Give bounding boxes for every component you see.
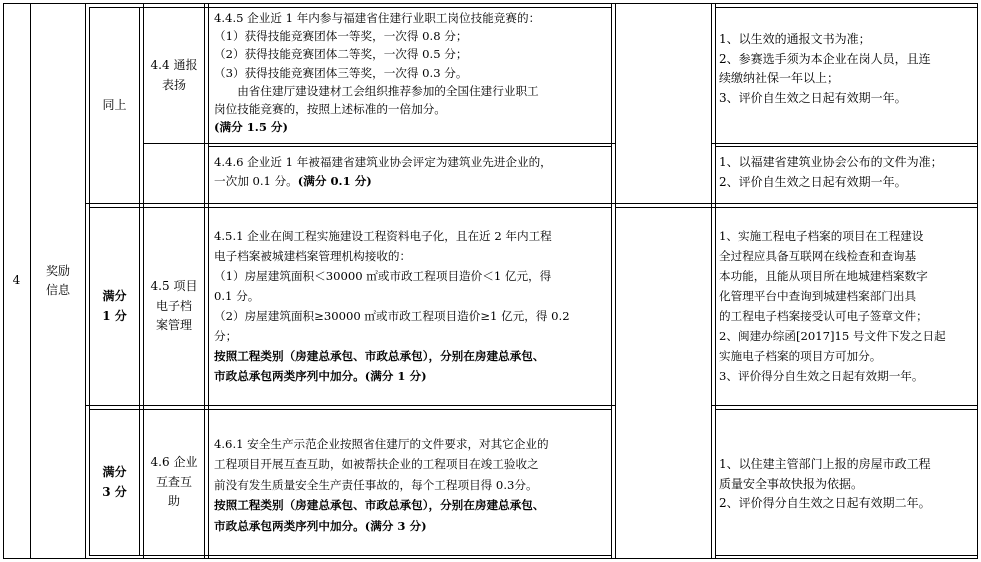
- max-score-line: (满分 1.5 分): [214, 120, 288, 135]
- criteria-line: 4.4.6 企业近 1 年被福建省建筑业协会评定为建筑业先进企业的，: [214, 155, 552, 169]
- max-score-text: (满分 0.1 分): [297, 174, 372, 188]
- note-line: 2、评价得分自生效之日起有效期二年。: [719, 496, 931, 510]
- grid-line: [711, 405, 978, 406]
- category-line: 信息: [45, 283, 70, 297]
- item-name-cell: [144, 208, 204, 405]
- criteria-line: （1）获得技能竞赛团体一等奖，一次得 0.8 分；: [214, 29, 468, 44]
- note-line: 实施电子档案的项目方可加分。: [719, 349, 882, 363]
- grid-line: [715, 7, 978, 8]
- score-line: 满分: [102, 289, 127, 303]
- evaluation-cell: [620, 325, 710, 445]
- notes-cell: [719, 455, 975, 525]
- row-index: 4: [12, 273, 21, 288]
- grid-line: [85, 3, 86, 559]
- grid-line: [85, 203, 615, 204]
- criteria-line: 前没有发生质量安全生产责任事故的，每个工程项目得 0.3分。: [214, 477, 538, 492]
- item-name-line: 案管理: [155, 318, 192, 333]
- item-name-line: 电子档: [155, 298, 192, 313]
- criteria-text: 一次加 0.1 分。: [214, 174, 298, 188]
- score-cell: [90, 8, 139, 203]
- grid-line: [208, 146, 611, 147]
- note-line: 1、以福建省建筑业协会公布的文件为准；: [719, 155, 943, 169]
- notes-cell: [719, 153, 975, 203]
- notes-cell: [719, 30, 975, 140]
- evaluation-cell: [620, 68, 710, 158]
- grid-line: [711, 143, 978, 144]
- grid-line: [89, 555, 611, 556]
- grid-line: [715, 555, 978, 556]
- grid-line: [611, 3, 612, 559]
- bold-criteria-line: 市政总承包两类序列中加分。(满分 1 分): [214, 369, 427, 383]
- score-line: 1 分: [102, 308, 127, 323]
- item-name-line: 4.5 项目: [150, 279, 198, 294]
- note-line: 续缴纳社保一年以上；: [719, 71, 840, 85]
- grid-line: [711, 3, 712, 559]
- grid-line: [715, 146, 978, 147]
- score-cell: [90, 410, 139, 555]
- item-name-cell: [144, 8, 204, 143]
- note-line: 的工程电子档案接受认可电子签章文件；: [719, 309, 928, 323]
- grid-line: [715, 3, 716, 559]
- note-line: 本功能，且能从项目所在地城建档案数字: [719, 269, 928, 283]
- grid-line: [204, 3, 205, 559]
- note-line: 1、实施工程电子档案的项目在工程建设: [719, 229, 924, 243]
- note-line: 2、闽建办综函[2017]15 号文件下发之日起: [719, 329, 946, 343]
- grid-line: [208, 3, 209, 559]
- row-index-cell: [3, 3, 30, 559]
- score-line: 满分: [102, 465, 127, 479]
- criteria-line: 电子档案被城建档案管理机构接收的：: [214, 249, 412, 263]
- note-line: 化管理平台中查询到城建档案部门出具: [719, 289, 917, 303]
- grid-line: [615, 3, 616, 559]
- criteria-cell: [214, 153, 610, 203]
- note-line: 质量安全事故快报为依据。: [719, 476, 864, 491]
- criteria-line: 分；: [214, 329, 238, 343]
- criteria-line: 0.1 分。: [214, 289, 260, 303]
- notes-cell: [719, 226, 975, 401]
- criteria-line: 4.6.1 安全生产示范企业按照省住建厅的文件要求，对其它企业的: [214, 437, 549, 451]
- category-cell: [31, 3, 85, 559]
- bold-criteria-line: 市政总承包两类序列中加分。(满分 3 分): [214, 518, 427, 533]
- score-line: 3 分: [102, 484, 127, 499]
- grid-line: [143, 143, 615, 144]
- grid-line: [615, 203, 978, 204]
- criteria-line: [214, 172, 610, 191]
- item-name-cell: [144, 410, 204, 555]
- note-line: 2、评价自生效之日起有效期一年。: [719, 174, 907, 189]
- bold-criteria-line: 按照工程类别（房建总承包、市政总承包），分别在房建总承包、: [214, 349, 545, 363]
- grid-line: [139, 7, 140, 555]
- criteria-cell: [214, 226, 610, 396]
- criteria-line: （2）房屋建筑面积≥30000 ㎡或市政工程项目造价≥1 亿元，得 0.2: [214, 309, 570, 323]
- grid-line: [715, 409, 978, 410]
- criteria-line: 由省住建厅建设建材工会组织推荐参加的全国住建行业职工: [214, 83, 539, 98]
- criteria-line: （2）获得技能竞赛团体二等奖，一次得 0.5 分；: [214, 47, 468, 62]
- bold-criteria-line: 按照工程类别（房建总承包、市政总承包），分别在房建总承包、: [214, 498, 545, 513]
- note-line: 全过程应具备互联网在线检查和查询基: [719, 249, 917, 263]
- criteria-line: 工程项目开展互查互助，如被帮扶企业的工程项目在竣工验收之: [214, 457, 539, 472]
- score-cell: [90, 208, 139, 405]
- category-line: 奖励: [45, 263, 70, 278]
- grid-line: [615, 207, 978, 208]
- score-label: 同上: [102, 97, 127, 112]
- note-line: 3、评价自生效之日起有效期一年。: [719, 90, 907, 105]
- criteria-cell: [214, 9, 610, 143]
- item-name-line: 4.6 企业: [150, 455, 198, 470]
- criteria-line: （3）获得技能竞赛团体三等奖，一次得 0.3 分。: [214, 65, 468, 80]
- item-name-line: 互查互: [155, 474, 192, 489]
- criteria-line: 4.5.1 企业在闽工程实施建设工程资料电子化，且在近 2 年内工程: [214, 229, 552, 243]
- note-line: 1、以生效的通报文书为准；: [719, 32, 871, 46]
- criteria-line: 4.4.5 企业近 1 年内参与福建省住建行业职工岗位技能竞赛的：: [214, 11, 541, 25]
- criteria-cell: [214, 434, 610, 544]
- item-name-line: 4.4 通报: [150, 58, 198, 72]
- criteria-line: 岗位技能竞赛的，按照上述标准的一倍加分。: [214, 102, 446, 117]
- grid-line: [85, 405, 615, 406]
- item-name-line: 表扬: [161, 77, 186, 92]
- criteria-line: （1）房屋建筑面积＜30000 ㎡或市政工程项目造价＜1 亿元，得: [214, 269, 552, 283]
- item-name-line: 助: [167, 494, 180, 509]
- note-line: 2、参赛选手须为本企业在岗人员，且连: [719, 51, 931, 66]
- note-line: 1、以住建主管部门上报的房屋市政工程: [719, 457, 931, 471]
- note-line: 3、评价得分自生效之日起有效期一年。: [719, 369, 924, 383]
